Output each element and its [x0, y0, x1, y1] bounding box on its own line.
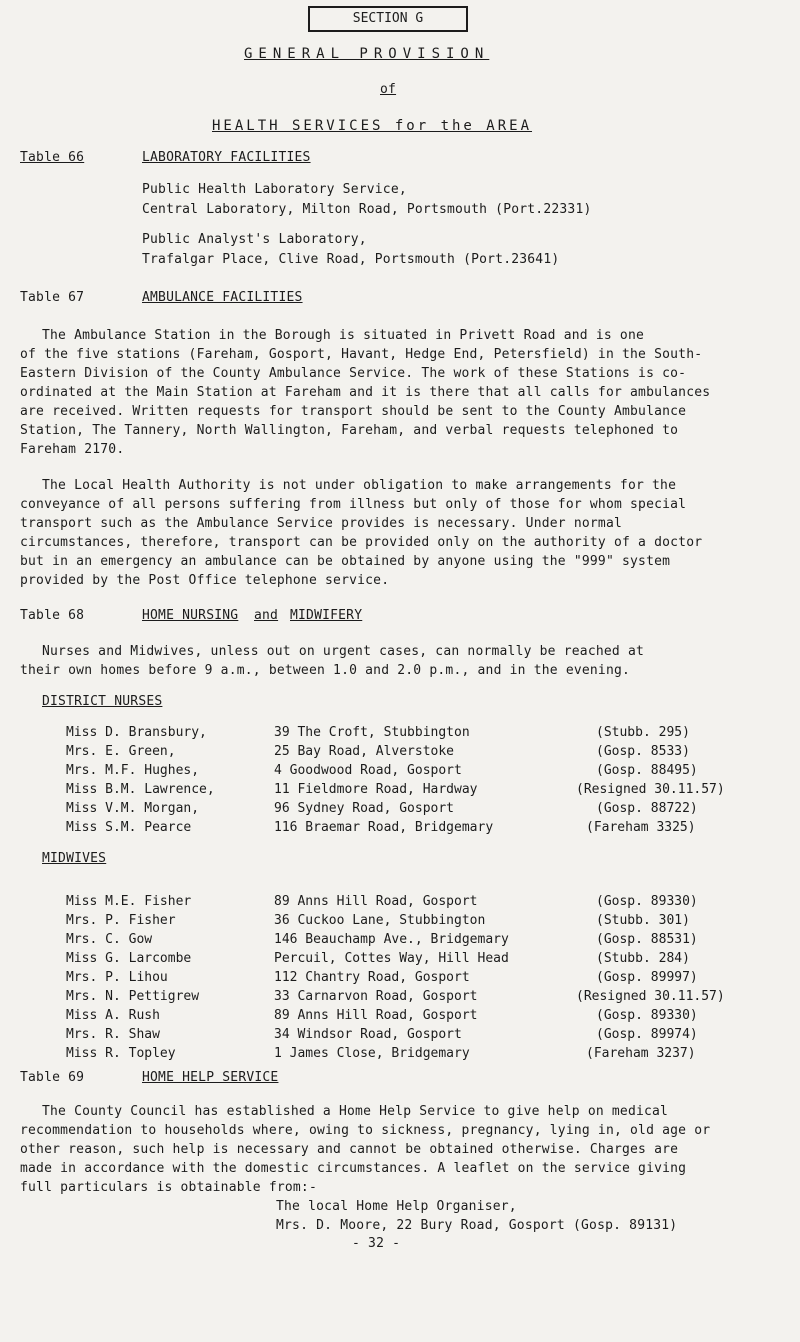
midwives-heading: MIDWIVES — [42, 851, 107, 866]
nurse-row — [66, 723, 766, 742]
midwife-name: Mrs. R. Shaw — [66, 1027, 160, 1042]
nurse-address: 96 Sydney Road, Gosport — [274, 801, 455, 816]
midwife-phone: (Stubb. 284) — [596, 951, 690, 966]
nursing-intro-line: their own homes before 9 a.m., between 1.0 and 2.0 p.m., and in the evening. — [20, 663, 631, 678]
district-nurses-heading: DISTRICT NURSES — [42, 694, 163, 709]
home-help-line: recommendation to households where, owing to sickness, pregnancy, lying in, old age or — [20, 1123, 711, 1138]
midwife-row — [66, 1006, 766, 1025]
midwife-address: 34 Windsor Road, Gosport — [274, 1027, 462, 1042]
nurse-name: Mrs. M.F. Hughes, — [66, 763, 200, 778]
nurse-address: 116 Braemar Road, Bridgemary — [274, 820, 494, 835]
table67-heading: AMBULANCE FACILITIES — [142, 290, 303, 305]
nurse-name: Miss V.M. Morgan, — [66, 801, 200, 816]
nurse-address: 25 Bay Road, Alverstoke — [274, 744, 455, 759]
midwife-phone: (Stubb. 301) — [596, 913, 690, 928]
midwife-address: 1 James Close, Bridgemary — [274, 1046, 470, 1061]
home-help-contact: Mrs. D. Moore, 22 Bury Road, Gosport (Gosp. 89131) — [276, 1218, 678, 1233]
midwife-phone: (Gosp. 89330) — [596, 894, 698, 909]
ambulance-para2-line: provided by the Post Office telephone service. — [20, 573, 390, 588]
midwife-address: 89 Anns Hill Road, Gosport — [274, 1008, 478, 1023]
nurse-row — [66, 799, 766, 818]
midwife-row — [66, 911, 766, 930]
title-health: HEALTH SERVICES for the AREA — [212, 118, 533, 134]
nurse-name: Miss D. Bransbury, — [66, 725, 207, 740]
midwife-row — [66, 949, 766, 968]
nurse-row — [66, 742, 766, 761]
table66-heading: LABORATORY FACILITIES — [142, 150, 311, 165]
table66-line: Public Analyst's Laboratory, — [142, 232, 367, 247]
midwife-phone: (Gosp. 88531) — [596, 932, 698, 947]
ambulance-para2-line: transport such as the Ambulance Service provides is necessary. Under normal — [20, 516, 622, 531]
ambulance-para1-line: are received. Written requests for transport should be sent to the County Ambulance — [20, 404, 687, 419]
midwife-row — [66, 930, 766, 949]
midwife-name: Mrs. P. Lihou — [66, 970, 168, 985]
table69-heading: HOME HELP SERVICE — [142, 1070, 279, 1085]
title-general: GENERAL PROVISION — [244, 46, 490, 62]
home-help-contact: The local Home Help Organiser, — [276, 1199, 517, 1214]
nurse-phone: (Gosp. 88495) — [596, 763, 698, 778]
page-number: - 32 - — [352, 1236, 401, 1251]
nurse-phone: (Resigned 30.11.57) — [576, 782, 725, 797]
midwife-row — [66, 892, 766, 911]
midwife-phone: (Gosp. 89997) — [596, 970, 698, 985]
midwife-phone: (Gosp. 89974) — [596, 1027, 698, 1042]
table66-line: Trafalgar Place, Clive Road, Portsmouth (Port.23641) — [142, 252, 560, 267]
home-help-line: other reason, such help is necessary and cannot be obtained otherwise. Charges are — [20, 1142, 679, 1157]
ambulance-para1-line: ordinated at the Main Station at Fareham and it is there that all calls for ambulances — [20, 385, 711, 400]
nurse-name: Miss B.M. Lawrence, — [66, 782, 215, 797]
nurse-phone: (Stubb. 295) — [596, 725, 690, 740]
midwife-name: Mrs. C. Gow — [66, 932, 153, 947]
table68-heading-c: MIDWIFERY — [290, 608, 363, 623]
midwife-name: Mrs. N. Pettigrew — [66, 989, 200, 1004]
midwife-address: 33 Carnarvon Road, Gosport — [274, 989, 478, 1004]
table68-label: Table 68 — [20, 608, 85, 623]
nurse-address: 4 Goodwood Road, Gosport — [274, 763, 462, 778]
midwife-name: Miss M.E. Fisher — [66, 894, 192, 909]
table66-line: Central Laboratory, Milton Road, Portsmouth (Port.22331) — [142, 202, 592, 217]
home-help-line: full particulars is obtainable from:- — [20, 1180, 317, 1195]
ambulance-para2-line: conveyance of all persons suffering from illness but only of those for whom special — [20, 497, 687, 512]
ambulance-para2-line: The Local Health Authority is not under obligation to make arrangements for the — [42, 478, 677, 493]
title-of: of — [380, 82, 397, 97]
nurse-row — [66, 818, 766, 837]
midwife-name: Mrs. P. Fisher — [66, 913, 176, 928]
ambulance-para1-line: Fareham 2170. — [20, 442, 125, 457]
midwife-row — [66, 968, 766, 987]
nursing-intro-line: Nurses and Midwives, unless out on urgent cases, can normally be reached at — [42, 644, 644, 659]
midwife-row — [66, 1025, 766, 1044]
table69-label: Table 69 — [20, 1070, 85, 1085]
midwife-phone: (Resigned 30.11.57) — [576, 989, 725, 1004]
nurse-phone: (Fareham 3325) — [586, 820, 696, 835]
table68-heading-a: HOME NURSING — [142, 608, 239, 623]
nurse-name: Miss S.M. Pearce — [66, 820, 192, 835]
table67-label: Table 67 — [20, 290, 85, 305]
ambulance-para1-line: Station, The Tannery, North Wallington, Fareham, and verbal requests telephoned to — [20, 423, 679, 438]
ambulance-para1-line: of the five stations (Fareham, Gosport, Havant, Hedge End, Petersfield) in the South- — [20, 347, 703, 362]
section-label: SECTION G — [308, 6, 468, 32]
nurse-row — [66, 761, 766, 780]
midwife-name: Miss R. Topley — [66, 1046, 176, 1061]
midwife-row — [66, 1044, 766, 1063]
nurse-row — [66, 780, 766, 799]
ambulance-para1-line: Eastern Division of the County Ambulance Service. The work of these Stations is co- — [20, 366, 687, 381]
home-help-line: made in accordance with the domestic circumstances. A leaflet on the service giving — [20, 1161, 687, 1176]
midwife-address: 146 Beauchamp Ave., Bridgemary — [274, 932, 509, 947]
midwife-row — [66, 987, 766, 1006]
midwife-name: Miss G. Larcombe — [66, 951, 192, 966]
ambulance-para1-line: The Ambulance Station in the Borough is situated in Privett Road and is one — [42, 328, 644, 343]
home-help-line: The County Council has established a Home Help Service to give help on medical — [42, 1104, 669, 1119]
nurse-address: 11 Fieldmore Road, Hardway — [274, 782, 478, 797]
midwife-name: Miss A. Rush — [66, 1008, 160, 1023]
table66-label: Table 66 — [20, 150, 85, 165]
table68-heading-b: and — [254, 608, 279, 623]
nurse-phone: (Gosp. 8533) — [596, 744, 690, 759]
table66-line: Public Health Laboratory Service, — [142, 182, 407, 197]
midwife-address: 112 Chantry Road, Gosport — [274, 970, 470, 985]
ambulance-para2-line: but in an emergency an ambulance can be obtained by anyone using the "999" system — [20, 554, 671, 569]
nurse-name: Mrs. E. Green, — [66, 744, 176, 759]
nurse-phone: (Gosp. 88722) — [596, 801, 698, 816]
midwife-phone: (Gosp. 89330) — [596, 1008, 698, 1023]
midwife-address: 89 Anns Hill Road, Gosport — [274, 894, 478, 909]
midwife-address: Percuil, Cottes Way, Hill Head — [274, 951, 509, 966]
midwife-address: 36 Cuckoo Lane, Stubbington — [274, 913, 486, 928]
nurse-address: 39 The Croft, Stubbington — [274, 725, 470, 740]
midwife-phone: (Fareham 3237) — [586, 1046, 696, 1061]
ambulance-para2-line: circumstances, therefore, transport can be provided only on the authority of a doctor — [20, 535, 703, 550]
